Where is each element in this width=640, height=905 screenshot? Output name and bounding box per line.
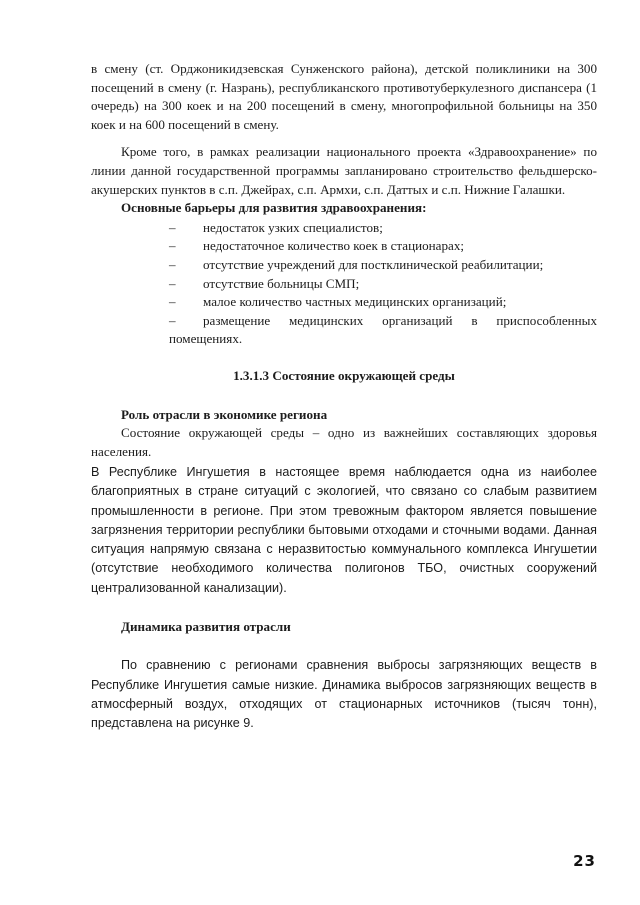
list-item-continuation: помещениях. xyxy=(169,331,243,347)
list-item: – отсутствие учреждений для постклинической реабилитации; xyxy=(169,256,544,272)
role-paragraph-1: Состояние окружающей среды – одно из важнейших составляющих здоровья населения. xyxy=(91,425,597,459)
list-item: – недостаток узких специалистов; xyxy=(169,219,383,235)
barriers-heading: Основные барьеры для развития здравоохранения: xyxy=(121,200,427,216)
page-number: 23 xyxy=(573,852,596,870)
list-item: – размещение медицинских организаций в приспособленных xyxy=(169,312,597,328)
intro-paragraph-1: в смену (ст. Орджоникидзевская Сунженского района), детской поликлиники на 300 посещений в смену (г. Назрань), республиканского противотуберкулезного диспансера (1 очередь) на 300 коек и на 200 посещений в смену, многопрофильной больницы на 350 коек и на 600 посещений в смену. xyxy=(91,61,597,132)
section-title: 1.3.1.3 Состояние окружающей среды xyxy=(233,367,455,383)
list-item: – малое количество частных медицинских организаций; xyxy=(169,294,507,310)
dynamics-paragraph-1: По сравнению с регионами сравнения выбросы загрязняющих веществ в Республике Ингушетия самые низкие. Динамика выбросов загрязняющих веществ в атмосферный воздух, отходящих от стационарных источников (тысяч тонн), представлена на рисунке 9. xyxy=(91,658,597,730)
text-column xyxy=(91,60,597,733)
role-heading: Роль отрасли в экономике региона xyxy=(121,406,328,422)
intro-paragraph-2: Кроме того, в рамках реализации национального проекта «Здравоохранение» по линии данной государственной программы запланировано строительство фельдшерско-акушерских пунктов в с.п. Джейрах, с.п. Армхи, с.п. Даттых и с.п. Нижние Галашки. xyxy=(91,144,597,197)
list-item: – недостаточное количество коек в стационарах; xyxy=(169,238,465,254)
list-item: – отсутствие больницы СМП; xyxy=(169,275,360,291)
role-paragraph-2: В Республике Ингушетия в настоящее время наблюдается одна из наиболее благоприятных в стране ситуаций с экологией, что связано со слабым развитием промышленности в регионе. При этом тревожным фактором является повышение загрязнения территории республики бытовыми отходами и сточными водами. Данная ситуация напрямую связана с неразвитостью коммунального комплекса Ингушетии (отсутствие необходимого количества полигонов ТБО, очистных сооружений централизованной канализации). xyxy=(91,465,597,595)
dynamics-heading: Динамика развития отрасли xyxy=(121,618,291,634)
barriers-list xyxy=(91,219,597,349)
